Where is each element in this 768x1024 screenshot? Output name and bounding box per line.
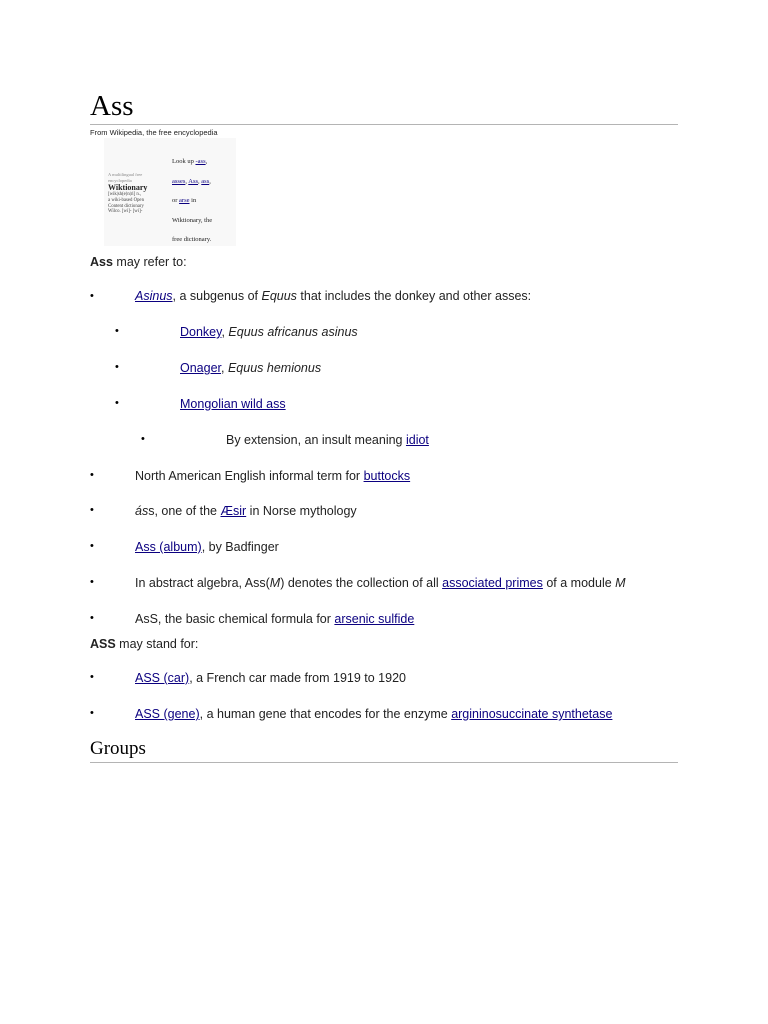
arsenic-text: AsS, the basic chemical formula for: [135, 612, 335, 626]
list-item-ass-album: [135, 540, 279, 554]
asinus-italic: Equus: [261, 289, 297, 303]
link-mongolian-wild-ass[interactable]: Mongolian wild ass: [180, 397, 286, 411]
title-divider: [90, 124, 678, 125]
wiktionary-logo-pron: [wik|sh(e)n|ri] n.,: [108, 192, 142, 197]
wiktionary-logo-name: Wiktionary: [108, 183, 148, 192]
list-item-onager: [180, 361, 321, 375]
donkey-italic: Equus africanus asinus: [228, 325, 358, 339]
list-item-ass-norse: [135, 504, 357, 518]
list-item-algebra: [135, 576, 626, 590]
list-item-ass-car: [135, 671, 406, 685]
bullet-icon: •: [90, 671, 94, 683]
wiktionary-logo-tagline-1: A multilingual free: [108, 172, 143, 177]
wiktionary-line-3: [172, 191, 234, 211]
buttocks-text: North American English informal term for: [135, 469, 364, 483]
car-text: , a French car made from 1919 to 1920: [189, 671, 406, 685]
wiktionary-line-4: Wiktionary, the: [172, 216, 213, 224]
bullet-icon: •: [115, 397, 119, 409]
link-idiot[interactable]: idiot: [405, 433, 429, 447]
link-asinus-text: Asinus: [135, 289, 173, 303]
wiktionary-logo-def-2: Content dictionary: [108, 203, 144, 209]
bullet-icon: •: [141, 433, 145, 445]
link-ass-car[interactable]: ASS (car): [135, 671, 190, 685]
wikt-link-asses[interactable]: asses: [172, 177, 186, 185]
link-ass-album[interactable]: Ass (album): [135, 540, 202, 554]
onager-sep: ,: [221, 361, 228, 375]
wikt-link-ass[interactable]: ass: [201, 177, 210, 185]
list-item-buttocks: [135, 469, 410, 483]
stand-text: may stand for:: [115, 637, 199, 651]
album-text: , by Badfinger: [201, 540, 279, 554]
link-onager[interactable]: Onager: [180, 361, 222, 375]
bullet-icon: •: [90, 504, 94, 516]
page-title: Ass: [90, 90, 134, 122]
in-label: in: [191, 197, 197, 204]
wiktionary-logo-tagline-2: encyclopedia: [108, 177, 132, 183]
list-item-donkey: [180, 325, 358, 339]
list-item-arsenic: [135, 612, 414, 626]
algebra-text-2: ) denotes the collection of all: [280, 576, 443, 590]
bullet-icon: •: [90, 576, 94, 588]
look-up-label: Look up: [172, 158, 194, 165]
link-ass-gene[interactable]: ASS (gene): [135, 707, 200, 721]
algebra-text-1: In abstract algebra, Ass(: [135, 576, 270, 590]
intro-text: may refer to:: [112, 255, 187, 269]
bullet-icon: •: [90, 707, 94, 719]
stand-bold-term: ASS: [90, 637, 116, 651]
section-divider: [90, 762, 678, 763]
asinus-text-2: that includes the donkey and other asses:: [296, 289, 532, 303]
wiktionary-logo-def-3: Wilco. [wi]- [wi]-: [108, 209, 143, 215]
norse-italic: ás: [135, 504, 149, 518]
stand-paragraph: [90, 637, 198, 651]
norse-text-1: s, one of the: [148, 504, 221, 518]
wikt-link-dash-ass[interactable]: -ass: [195, 158, 206, 165]
link-asinus[interactable]: [135, 289, 173, 303]
bullet-icon: •: [90, 612, 94, 624]
wikt-link-ass-capital[interactable]: Ass: [188, 177, 199, 185]
algebra-italic-2: M: [615, 576, 626, 590]
bullet-icon: •: [115, 325, 119, 337]
link-donkey[interactable]: Donkey: [180, 325, 222, 339]
onager-italic: Equus hemionus: [227, 361, 322, 375]
list-item-ass-gene: [135, 707, 612, 721]
wiktionary-line-2: asses, Ass, ass,: [172, 177, 211, 185]
wiktionary-text: [172, 152, 234, 250]
link-argininosuccinate-synthetase[interactable]: argininosuccinate synthetase: [451, 707, 613, 721]
norse-text-2: in Norse mythology: [246, 504, 357, 518]
gene-text: , a human gene that encodes for the enzyme: [199, 707, 452, 721]
intro-bold-term: Ass: [90, 255, 113, 269]
intro-paragraph: [90, 255, 187, 269]
donkey-sep: ,: [221, 325, 229, 339]
idiot-text: By extension, an insult meaning: [226, 433, 406, 447]
wiktionary-box: [104, 138, 236, 246]
wikt-link-arse[interactable]: arse: [179, 197, 190, 204]
wiktionary-line-5: free dictionary.: [172, 236, 212, 243]
wiktionary-logo: [108, 172, 166, 215]
list-item-idiot: [226, 433, 429, 447]
link-buttocks[interactable]: buttocks: [363, 469, 411, 483]
bullet-icon: •: [90, 469, 94, 481]
wiktionary-logo-def-1: a wiki-based Open: [108, 197, 144, 203]
wiktionary-line-1: Look up -ass,: [172, 158, 208, 165]
algebra-italic-1: M: [269, 576, 281, 590]
list-item-mongolian-wild-ass: [180, 397, 286, 411]
asinus-text-1: , a subgenus of: [172, 289, 262, 303]
or-label: or: [172, 197, 178, 204]
link-associated-primes[interactable]: associated primes: [442, 576, 543, 590]
tagline: From Wikipedia, the free encyclopedia: [90, 128, 218, 137]
list-item-asinus: [135, 289, 531, 303]
link-arsenic-sulfide[interactable]: arsenic sulfide: [334, 612, 415, 626]
section-heading-groups: Groups: [90, 738, 146, 759]
bullet-icon: •: [115, 361, 119, 373]
link-aesir[interactable]: Æsir: [220, 504, 247, 518]
algebra-text-3: of a module: [542, 576, 616, 590]
bullet-icon: •: [90, 540, 94, 552]
bullet-icon: •: [90, 290, 94, 302]
